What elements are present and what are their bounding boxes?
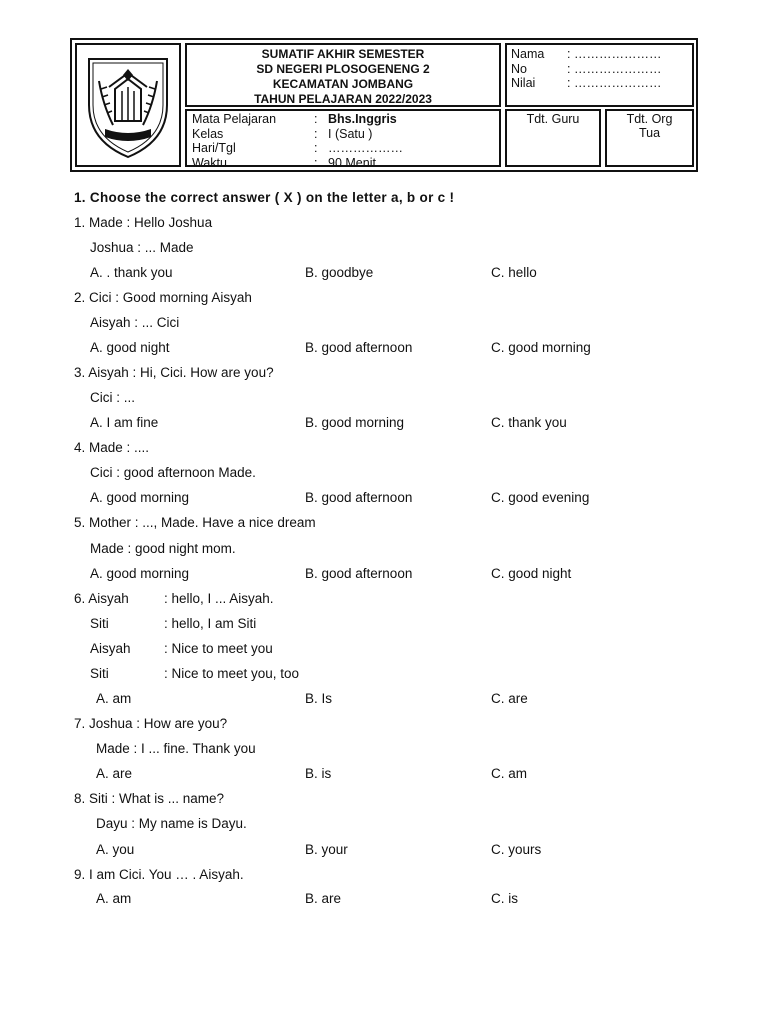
- nama-label: Nama: [511, 47, 545, 61]
- nama-row: [511, 47, 692, 62]
- question-6-speaker-4: Siti: [90, 666, 109, 681]
- exam-title-line-2: SD NEGERI PLOSOGENENG 2: [256, 62, 430, 76]
- exam-title-line-3: KECAMATAN JOMBANG: [272, 77, 414, 91]
- question-2-line-2: Aisyah : ... Cici: [90, 315, 180, 330]
- question-6-utterance-4: : Nice to meet you, too: [164, 666, 300, 681]
- question-6-option-b[interactable]: B. Is: [305, 691, 333, 706]
- subject-colon: :: [314, 112, 318, 126]
- nama-field[interactable]: : …………………: [567, 47, 662, 61]
- question-5-option-a[interactable]: A. good morning: [90, 566, 190, 581]
- time-colon: :: [314, 155, 318, 170]
- question-3-option-b[interactable]: B. good morning: [305, 415, 405, 430]
- question-2-option-c[interactable]: C. good morning: [491, 340, 591, 355]
- question-6-option-c[interactable]: C. are: [491, 691, 528, 706]
- class-value: I (Satu ): [328, 126, 373, 141]
- question-4-option-b[interactable]: B. good afternoon: [305, 490, 413, 505]
- question-6-speaker-2: Siti: [90, 616, 109, 631]
- question-9-line-1: 9. I am Cici. You … . Aisyah.: [74, 867, 244, 882]
- question-7-line-1: 7. Joshua : How are you?: [74, 716, 228, 731]
- no-label: No: [511, 61, 527, 76]
- question-9-option-a[interactable]: A. am: [96, 891, 132, 906]
- question-9-option-b[interactable]: B. are: [305, 891, 342, 906]
- question-1-option-a[interactable]: A. . thank you: [90, 265, 173, 280]
- class-colon: :: [314, 126, 318, 141]
- question-6-utterance-1: : hello, I ... Aisyah.: [164, 591, 274, 606]
- question-2-line-1: 2. Cici : Good morning Aisyah: [74, 290, 252, 305]
- question-7-option-a[interactable]: A. are: [96, 766, 133, 781]
- question-8-option-a[interactable]: A. you: [96, 842, 135, 857]
- parent-signature-label-2: Tua: [638, 126, 661, 140]
- question-4-option-c[interactable]: C. good evening: [491, 490, 590, 505]
- question-7-line-2: Made : I ... fine. Thank you: [96, 741, 256, 756]
- date-colon: :: [314, 141, 318, 155]
- question-5-option-c[interactable]: C. good night: [491, 566, 572, 581]
- subject-info-box: [185, 109, 501, 170]
- question-3-line-2: Cici : ...: [90, 390, 136, 405]
- teacher-signature-label: Tdt. Guru: [526, 112, 580, 126]
- parent-signature-label-1: Tdt. Org: [626, 112, 673, 126]
- question-8-option-b[interactable]: B. your: [305, 842, 348, 857]
- exam-title-line-1: SUMATIF AKHIR SEMESTER: [261, 47, 425, 61]
- instruction: 1. Choose the correct answer ( X ) on the letter a, b or c !: [74, 190, 455, 205]
- question-6-utterance-2: : hello, I am Siti: [164, 616, 257, 631]
- question-5-option-b[interactable]: B. good afternoon: [305, 566, 413, 581]
- date-field[interactable]: ………………: [328, 141, 403, 155]
- exam-title-line-4: TAHUN PELAJARAN 2022/2023: [254, 92, 432, 106]
- school-emblem-icon: [77, 45, 179, 165]
- question-8-line-2: Dayu : My name is Dayu.: [96, 816, 247, 831]
- question-1-option-c[interactable]: C. hello: [491, 265, 537, 280]
- question-4-option-a[interactable]: A. good morning: [90, 490, 190, 505]
- question-4-line-1: 4. Made : ....: [74, 440, 150, 455]
- question-9-option-c[interactable]: C. is: [491, 891, 518, 906]
- time-value: 90 Menit: [328, 155, 376, 170]
- question-4-line-2: Cici : good afternoon Made.: [90, 465, 256, 480]
- nilai-label: Nilai: [511, 76, 536, 90]
- question-3-option-c[interactable]: C. thank you: [491, 415, 567, 430]
- parent-signature-box[interactable]: [605, 109, 694, 167]
- question-2-option-b[interactable]: B. good afternoon: [305, 340, 413, 355]
- subject-value: Bhs.Inggris: [328, 112, 397, 126]
- subject-row: [192, 112, 499, 127]
- exam-header: [70, 38, 698, 172]
- question-5-line-2: Made : good night mom.: [90, 541, 236, 556]
- question-1-option-b[interactable]: B. goodbye: [305, 265, 374, 280]
- nilai-row: [511, 76, 692, 91]
- question-6-option-a[interactable]: A. am: [96, 691, 132, 706]
- nilai-field[interactable]: : …………………: [567, 76, 662, 90]
- question-6-speaker-3: Aisyah: [90, 641, 131, 656]
- question-1-line-1: 1. Made : Hello Joshua: [74, 215, 213, 230]
- no-field[interactable]: : …………………: [567, 61, 662, 76]
- question-7-option-b[interactable]: B. is: [305, 766, 332, 781]
- date-row: [192, 141, 499, 156]
- question-3-option-a[interactable]: A. I am fine: [90, 415, 159, 430]
- class-row: [192, 127, 499, 142]
- time-label: Waktu: [192, 155, 227, 170]
- exam-title-box: [185, 43, 501, 107]
- teacher-signature-box[interactable]: [505, 109, 601, 167]
- no-row: [511, 62, 692, 77]
- question-5-line-1: 5. Mother : ..., Made. Have a nice dream: [74, 515, 316, 530]
- date-label: Hari/Tgl: [192, 141, 236, 155]
- logo-box: [75, 43, 181, 167]
- class-label: Kelas: [192, 126, 224, 141]
- question-7-option-c[interactable]: C. am: [491, 766, 528, 781]
- question-6-speaker-1: 6. Aisyah: [74, 591, 129, 606]
- student-id-box: [505, 43, 694, 107]
- time-row: [192, 156, 499, 171]
- question-1-line-2: Joshua : ... Made: [90, 240, 194, 255]
- question-8-option-c[interactable]: C. yours: [491, 842, 542, 857]
- question-6-utterance-3: : Nice to meet you: [164, 641, 273, 656]
- question-3-line-1: 3. Aisyah : Hi, Cici. How are you?: [74, 365, 274, 380]
- question-8-line-1: 8. Siti : What is ... name?: [74, 791, 225, 806]
- question-2-option-a[interactable]: A. good night: [90, 340, 170, 355]
- subject-label: Mata Pelajaran: [192, 112, 277, 126]
